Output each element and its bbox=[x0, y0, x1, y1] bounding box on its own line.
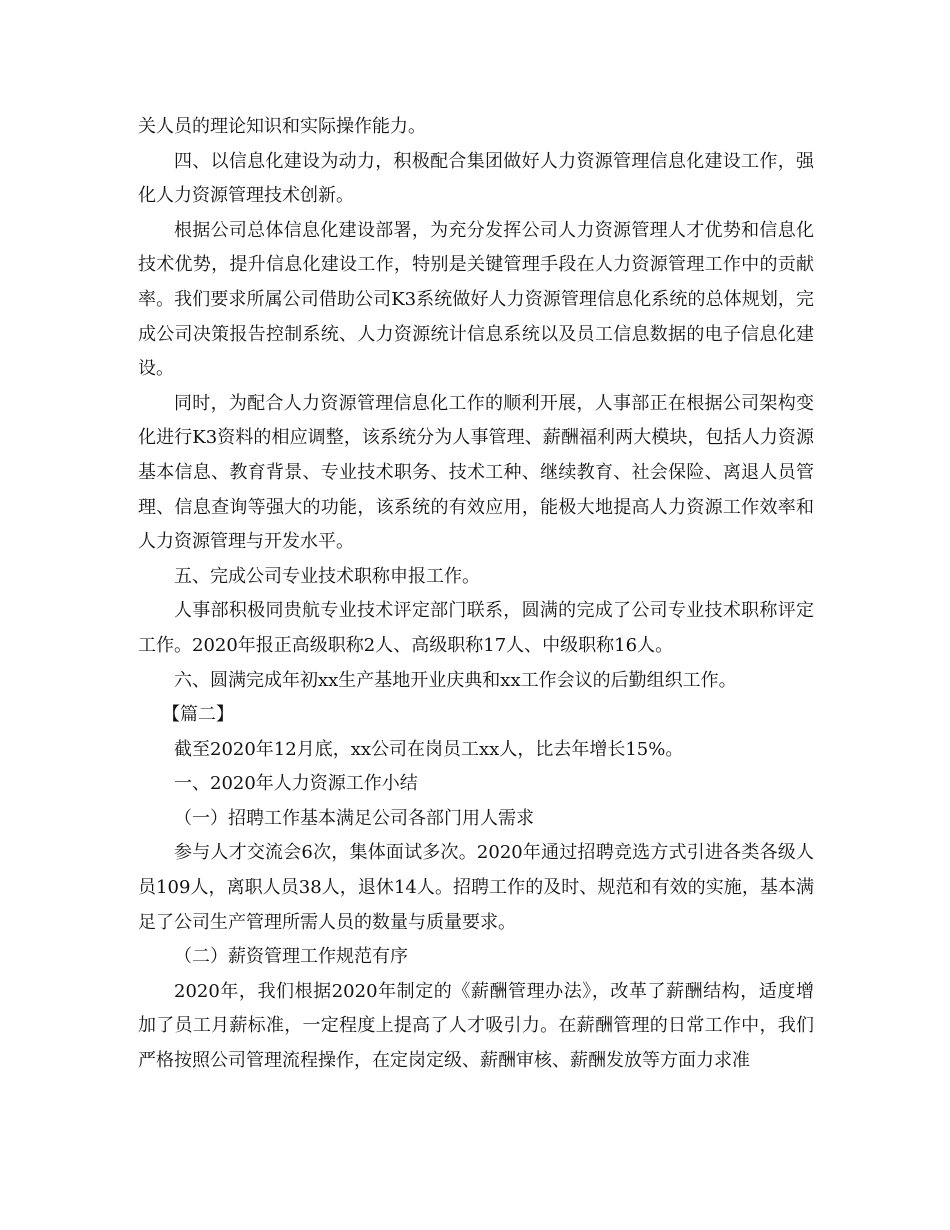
section-heading: 六、圆满完成年初xx生产基地开业庆典和xx工作会议的后勤组织工作。 bbox=[174, 669, 737, 691]
paragraph: 同时，为配合人力资源管理信息化工作的顺利开展，人事部正在根据公司架构变化进行K3资料的相应调整，该系统分为人事管理、薪酬福利两大模块，包括人力资源基本信息、教育背景、专业技术职务、技术工种、继续教育、社会保险、离退人员管理、信息查询等强大的功能，该系统的有效应用，能极大地提高人力资源工作效率和人力资源管理与开发水平。 bbox=[138, 392, 814, 553]
part-title: 【篇二】 bbox=[162, 704, 234, 726]
section-heading: 一、2020年人力资源工作小结 bbox=[174, 773, 418, 795]
paragraph: 参与人才交流会6次，集体面试多次。2020年通过招聘竞选方式引进各类各级人员109人，离职人员38人，退休14人。招聘工作的及时、规范和有效的实施，基本满足了公司生产管理所需人员的数量与质量要求。 bbox=[138, 842, 814, 933]
subsection-heading: （二）薪资管理工作规范有序 bbox=[174, 946, 408, 968]
paragraph: 根据公司总体信息化建设部署，为充分发挥公司人力资源管理人才优势和信息化技术优势，提升信息化建设工作，特别是关键管理手段在人力资源管理工作中的贡献率。我们要求所属公司借助公司K3系统做好人力资源管理信息化系统的总体规划，完成公司决策报告控制系统、人力资源统计信息系统以及员工信息数据的电子信息化建设。 bbox=[138, 219, 814, 380]
subsection-heading: （一）招聘工作基本满足公司各部门用人需求 bbox=[174, 807, 534, 829]
paragraph: 2020年，我们根据2020年制定的《薪酬管理办法》，改革了薪酬结构，适度增加了员工月薪标准，一定程度上提高了人才吸引力。在薪酬管理的日常工作中，我们严格按照公司管理流程操作，在定岗定级、薪酬审核、薪酬发放等方面力求准 bbox=[138, 980, 814, 1072]
paragraph: 人事部积极同贵航专业技术评定部门联系，圆满的完成了公司专业技术职称评定工作。2020年报正高级职称2人、高级职称17人、中级职称16人。 bbox=[138, 600, 814, 656]
section-heading: 四、以信息化建设为动力，积极配合集团做好人力资源管理信息化建设工作，强化人力资源管理技术创新。 bbox=[138, 150, 814, 207]
paragraph: 关人员的理论知识和实际操作能力。 bbox=[138, 116, 426, 137]
section-heading: 五、完成公司专业技术职称申报工作。 bbox=[174, 565, 480, 587]
document-body bbox=[138, 110, 814, 1079]
paragraph: 截至2020年12月底，xx公司在岗员工xx人，比去年增长15%。 bbox=[174, 738, 684, 760]
